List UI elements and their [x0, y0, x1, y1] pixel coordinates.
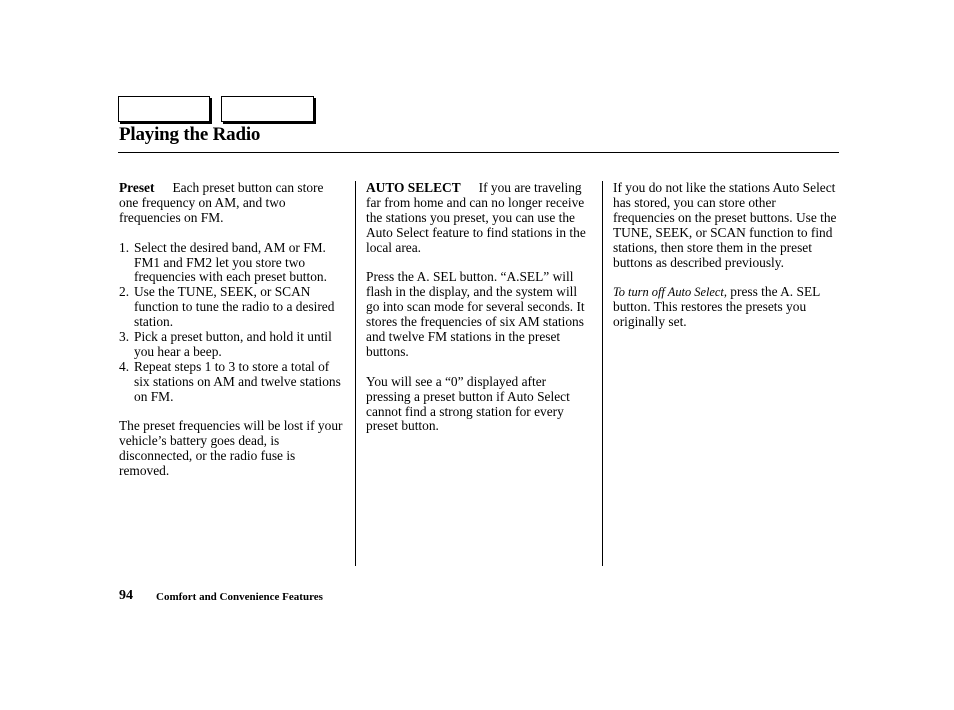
nav-tab-box-1[interactable] — [118, 96, 210, 122]
list-item: 4. Repeat steps 1 to 3 to store a total of six stations on AM and twelve stations on FM. — [119, 358, 341, 404]
turn-off-label: To turn off Auto Select, — [613, 285, 727, 300]
preset-note: The preset frequencies will be lost if your vehicle’s battery goes dead, is disconnected, or the radio fuse is removed. — [119, 418, 343, 479]
preset-heading: Preset — [119, 180, 155, 195]
auto-select-paragraph-4: If you do not like the stations Auto Select has stored, you can store other frequencies on the preset buttons. Use the TUNE, SEEK, or SCAN function to find stations, then store them in the preset buttons as described previously. — [613, 180, 837, 270]
preset-steps-list — [119, 241, 345, 405]
auto-select-intro-text: If you are traveling far from home and can no longer receive the stations you preset, you can use the Auto Select feature to find stations in the local area. — [366, 180, 586, 255]
page-title: Playing the Radio — [119, 124, 261, 145]
header-rule — [118, 152, 839, 153]
column-divider-2 — [602, 181, 603, 566]
auto-select-heading: AUTO SELECT — [366, 180, 461, 195]
nav-tab-box-2[interactable] — [221, 96, 314, 122]
turn-off-auto-select — [613, 285, 839, 330]
preset-intro — [119, 181, 345, 226]
section-name: Comfort and Convenience Features — [156, 591, 323, 603]
auto-select-intro — [366, 181, 592, 256]
list-item: 2. Use the TUNE, SEEK, or SCAN function to tune the radio to a desired station. — [119, 284, 335, 330]
column-auto-select — [366, 181, 592, 449]
list-item: 1. Select the desired band, AM or FM. FM1 and FM2 let you store two frequencies with each preset button. — [119, 239, 327, 285]
preset-intro-text: Each preset button can store one frequency on AM, and two frequencies on FM. — [119, 180, 324, 225]
turn-off-text: press the A. SEL button. This restores the presets you originally set. — [613, 284, 820, 330]
column-preset — [119, 181, 345, 494]
list-item: 3. Pick a preset button, and hold it until you hear a beep. — [119, 329, 332, 359]
auto-select-paragraph-3: You will see a “0” displayed after pressing a preset button if Auto Select cannot find a strong station for every preset button. — [366, 373, 570, 434]
page-number: 94 — [119, 588, 133, 603]
auto-select-paragraph-2: Press the A. SEL button. “A.SEL” will flash in the display, and the system will go into scan mode for several seconds. It stores the frequencies of six AM stations and twelve FM stations in the preset buttons. — [366, 269, 585, 359]
column-divider-1 — [355, 181, 356, 566]
column-auto-select-continued — [613, 181, 839, 345]
